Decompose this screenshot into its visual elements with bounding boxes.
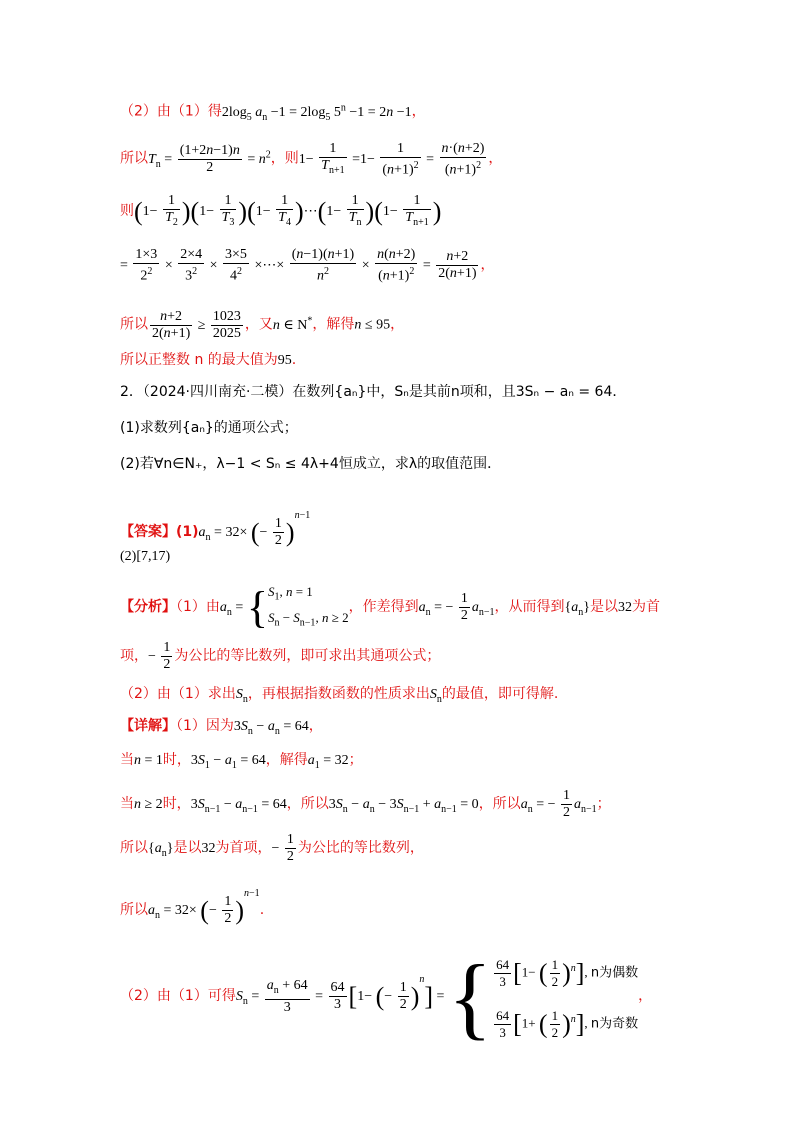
text: 项， [120,648,148,664]
solution-line-2 [120,132,502,178]
answer-line-2 [120,546,170,567]
text: ， [390,316,405,333]
text: ，作差得到 [348,598,419,615]
text: 的最值，即可得解. [441,686,559,702]
answer-label: 【答案】 [120,524,176,540]
formula-given: $3S_n - a_n = 64$ [233,719,309,737]
text: ， [411,103,426,120]
formula: $2\log_5$ $a_n -1 = 2\log_5$ $5^n -1 = 2n -1$ [221,102,412,123]
case-even-label: n为偶数 [590,965,639,981]
formula-Sn: $S_n$ [235,687,248,705]
formula-Sn: $S_n$ [429,687,442,705]
first-term: 32 [617,599,632,615]
text: 所以正整数 n 的最大值为 [120,352,278,368]
text: 为首 [631,598,660,615]
analysis-line-2 [120,636,440,676]
first-term: 32 [201,841,216,856]
text: （2）由（1）得 [120,103,222,120]
text: 为首项， [215,840,272,856]
text: ，所以 [286,796,329,812]
text: (1) [176,524,199,540]
analysis-line-1 [120,582,660,632]
text: ，又 [244,316,273,333]
formula-n-le-95: n ≤ 95 [354,317,391,333]
text: ； [596,796,611,812]
formula-inequality: $\frac{n+2}{2(n+1)}$ ≥ $\frac{1023}{2025}$ [152,308,241,341]
detail-line-6 [120,930,653,1048]
text: 为公比的等比数列，即可求出其通项公式； [174,648,441,664]
solution-line-6 [120,350,296,371]
text: （2）由（1）求出 [120,686,236,702]
text: 为公比的等比数列， [297,840,424,856]
question-2-title: 2．（2024·四川南充·二模）在数列{aₙ}中，Sₙ是其前n项和，且3Sₙ − aₙ = 64． [120,384,627,400]
formula-piecewise-an: $a_n = \{S_1$, n = 1 $S_n - S_{n-1}$, n ≥ 2 [219,582,349,632]
formula-product: (1− $\frac{1}{T_2}$ )(1− $\frac{1}{T_3}$ )(1− $\frac{1}{T_4}$ )⋯(1− $\frac{1}{T_n}$ )(1− $\frac{1}{T_{n+1}}$ ) [134,192,442,228]
formula-Sn-piecewise: $S_n$ = $\frac{a_n + 64}{3}$ = $\frac{64}{3}$ [1− (− $\frac{1}{2}$ )$^n$] = { $\frac{64}{3}$ [1− ( $\frac{1}{2}$ )$^n$], n为偶数 $\frac{64}{3}$ [1+ ( $\frac{1}{2}$ )$^n$], n为奇数 [235,945,639,1048]
text: . [259,902,265,918]
detail-line-3 [120,784,611,824]
text: ， [308,718,323,734]
text: ，解得 [265,752,308,768]
analysis-label: 【分析】 [120,598,176,615]
detail-line-4 [120,828,424,868]
formula-prev: $3S_{n-1} - a_{n-1} = 64$ [190,797,287,815]
formula-a1: $a_1 = 32$ [307,753,349,771]
detail-line-5 [120,872,265,927]
formula-n-ge-2: n ≥ 2 [134,797,163,812]
text: 所以 [120,316,148,333]
formula-seq: $\{a_n\}$ [148,841,174,859]
formula-1-minus: 1− $\frac{1}{T_{n+1}}$ =1− $\frac{1}{(n+1)^2}$ = $\frac{n\cdot(n+2)}{(n+1)^2}$ [298,140,485,178]
text: . [291,352,297,368]
formula-telescoping: = $\frac{1\times 3}{2^2}$ × $\frac{2\times 4}{3^2}$ × $\frac{3\times 5}{4^2}$ ×⋯× $\frac{(n-1)(n+1)}{n^2}$ × $\frac{n(n+2)}{(n+1)^2}$ = $\frac{n+2}{2(n+1)}$ [120,246,477,284]
text: ， [638,988,653,1004]
formula-Tn: $T_n$ = $\frac{(1+2n-1)n}{2}$ = $n^2$ [148,142,271,175]
formula-an-result: $a_n = 32\times$ (− $\frac{1}{2}$ )$^{n-1}$ [148,888,260,927]
formula-an: $a_n = 32\times$ (− $\frac{1}{2}$ )$^{n-1}$ [198,510,311,549]
answer-line-1 [120,496,311,549]
formula-seq: $\{a_n\}$ [564,599,590,618]
formula-ratio: − $\frac{1}{2}$ [148,640,171,673]
detail-line-1 [120,716,323,742]
solution-line-5 [120,298,404,344]
text: 时， [162,752,191,768]
text: ，再根据指数函数的性质求出 [247,686,430,702]
text: 当 [120,752,134,768]
detail-label: 【详解】 [120,718,176,734]
text: 时， [162,796,191,812]
formula-recurrence: $a_n$ = − $\frac{1}{2}$ $a_{n-1}$ [418,591,495,624]
text: 当 [120,796,134,812]
text: ，解得 [312,316,355,333]
detail-line-2 [120,750,363,776]
text: ，则 [270,150,299,167]
text: ，从而得到 [494,598,565,615]
solution-line-4: = $\frac{1\times 3}{2^2}$ × $\frac{2\times 4}{3^2}$ × $\frac{3\times 5}{4^2}$ ×⋯× $\frac{(n-1)(n+1)}{n^2}$ × $\frac{n(n+2)}{(n+1)^2}$ = $\frac{n+2}{2(n+1)}$ ， [120,246,495,284]
solution-line-1 [120,98,426,127]
text: ； [348,752,363,768]
text: 则 [120,203,134,219]
text: 是以 [173,840,202,856]
max-value: 95 [277,353,292,368]
question-2-part-1: (1)求数列{aₙ}的通项公式； [120,420,298,436]
text: （1）因为 [176,718,234,734]
formula-n-eq-1: n = 1 [134,753,163,768]
text: （1）由 [176,598,220,615]
text: 所以 [120,150,148,167]
formula-ratio: − $\frac{1}{2}$ [271,832,294,865]
text: ， [488,150,503,167]
text: 所以 [120,902,148,918]
text: ，所以 [478,796,521,812]
formula-recurrence: $a_n$ = − $\frac{1}{2}$ $a_{n-1}$ [520,788,597,821]
case-odd-label: n为奇数 [590,1016,639,1032]
answer-range: (2)[7,17) [120,549,171,564]
text: 所以 [120,840,148,856]
text: （2）由（1）可得 [120,988,236,1004]
formula-case-1: $3S_1 - a_1 = 64$ [190,753,266,771]
question-2-part-2: (2)若∀n∈N₊，λ−1 < Sₙ ≤ 4λ+4恒成立，求λ的取值范围． [120,456,502,472]
formula-n-in-N: n ∈ N* [272,315,313,333]
solution-line-3 [120,188,441,234]
analysis-line-3 [120,684,558,710]
formula-diff: $3S_n - a_n - 3S_{n-1} + a_{n-1} = 0$ [328,797,479,815]
text: 是以 [589,598,618,615]
